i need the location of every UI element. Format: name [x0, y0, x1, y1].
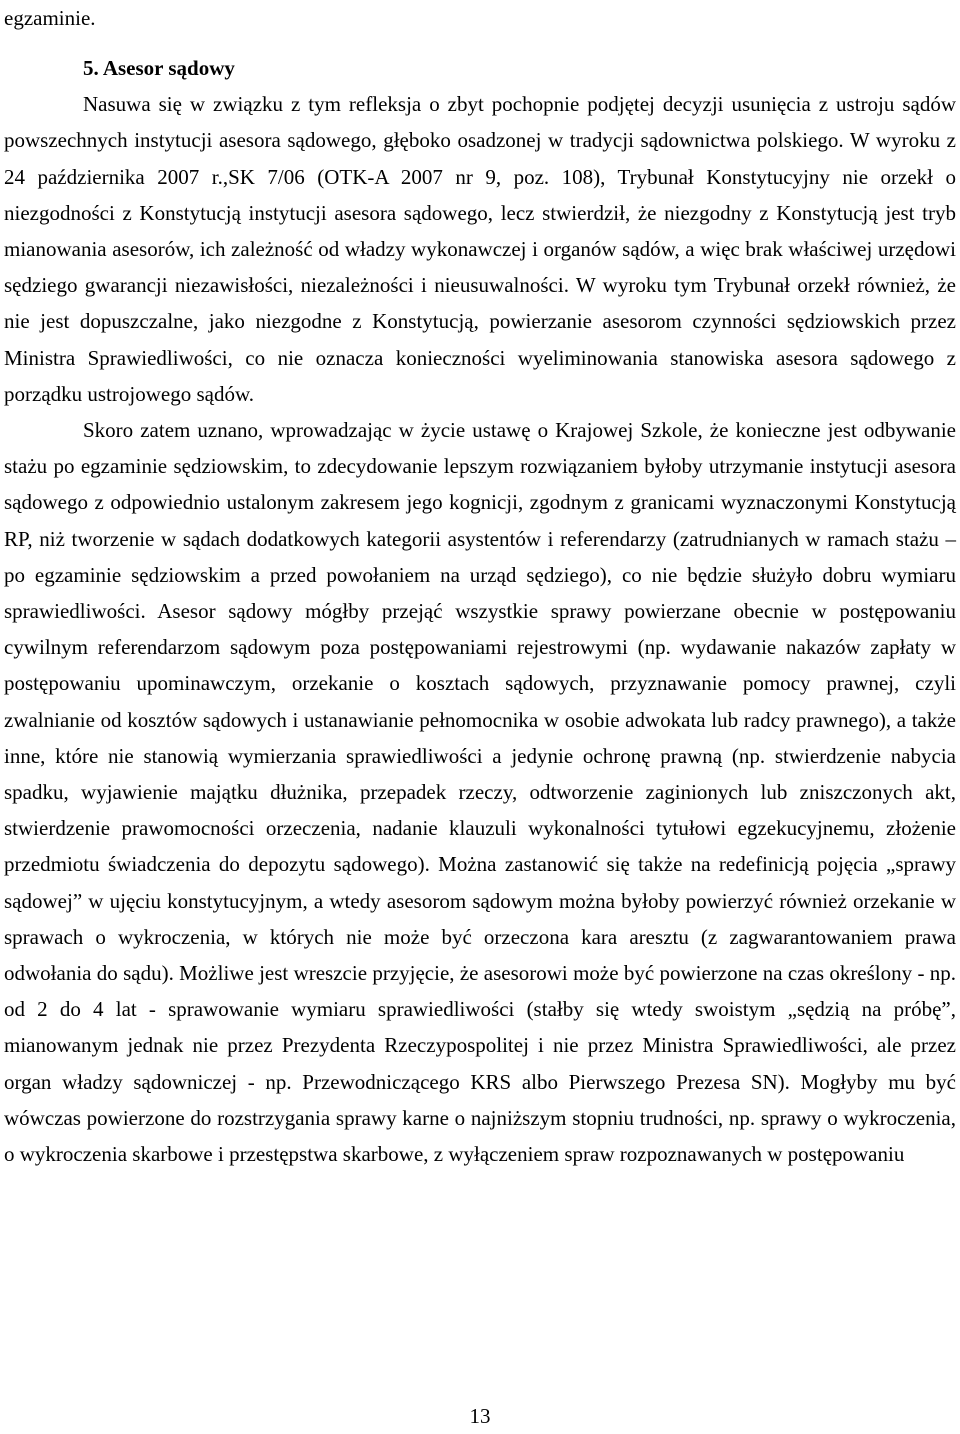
section-heading: 5. Asesor sądowy — [83, 56, 235, 80]
continuation-text: egzaminie. — [4, 6, 96, 30]
document-page — [4, 0, 956, 1428]
page-number: 13 — [469, 1404, 491, 1428]
paragraph-2: Skoro zatem uznano, wprowadzając w życie ustawę o Krajowej Szkole, że konieczne jest odbywanie stażu po egzaminie sędziowskim, to zdecydowanie lepszym rozwiązaniem byłoby utrzymanie instytucji asesora sądowego z odpowiednio ustalonym zakresem jego kognicji, zgodnym z granicami wyznaczonymi Konstytucją RP, niż tworzenie w sądach dodatkowych kategorii asystentów i referendarzy (zatrudnianych w ramach stażu – po egzaminie sędziowskim a przed powołaniem na urząd sędziego), co nie będzie służyło dobru wymiaru sprawiedliwości. Asesor sądowy mógłby przejąć wszystkie sprawy powierzane obecnie w postępowaniu cywilnym referendarzom sądowym poza postępowaniami rejestrowymi (np. wydawanie nakazów zapłaty w postępowaniu upominawczym, orzekanie o kosztach sądowych, przyznawanie pomocy prawnej, czyli zwalnianie od kosztów sądowych i ustanawianie pełnomocnika w osobie adwokata lub radcy prawnego), a także inne, które nie stanowią wymierzania sprawiedliwości a jedynie ochronę prawną (np. stwierdzenie nabycia spadku, wyjawienie majątku dłużnika, przepadek rzeczy, odtworzenie zaginionych lub zniszczonych akt, stwierdzenie prawomocności orzeczenia, nadanie klauzuli wykonalności tytułowi egzekucyjnemu, złożenie przedmiotu świadczenia do depozytu sądowego). Można zastanowić się także na redefinicją pojęcia „sprawy sądowej” w ujęciu konstytucyjnym, a wtedy asesorom sądowym można byłoby powierzyć również orzekanie w sprawach o wykroczenia, w których nie może być orzeczona kara aresztu (z zagwarantowaniem prawa odwołania do sądu). Możliwe jest wreszcie przyjęcie, że asesorowi może być powierzone na czas określony - np. od 2 do 4 lat - sprawowanie wymiaru sprawiedliwości (stałby się wtedy swoistym „sędzią na próbę”, mianowanym jednak nie przez Prezydenta Rzeczypospolitej i nie przez Ministra Sprawiedliwości, ale przez organ władzy sądowniczej - np. Przewodniczącego KRS albo Pierwszego Prezesa SN). Mogłyby mu być wówczas powierzone do rozstrzygania sprawy karne o najniższym stopniu trudności, np. sprawy o wykroczenia, o wykroczenia skarbowe i przestępstwa skarbowe, z wyłączeniem spraw rozpoznawanych w postępowaniu — [4, 418, 956, 1167]
document-body — [4, 50, 956, 1172]
paragraph-1: Nasuwa się w związku z tym refleksja o zbyt pochopnie podjętej decyzji usunięcia z ustroju sądów powszechnych instytucji asesora sądowego, głęboko osadzonej w tradycji sądownictwa polskiego. W wyroku z 24 października 2007 r.,SK 7/06 (OTK-A 2007 nr 9, poz. 108), Trybunał Konstytucyjny nie orzekł o niezgodności z Konstytucją instytucji asesora sądowego, lecz stwierdził, że niezgodny z Konstytucją jest tryb mianowania asesorów, ich zależność od władzy wykonawczej i organów sądów, a więc brak właściwej urzędowi sędziego gwarancji niezawisłości, niezależności i nieusuwalności. W wyroku tym Trybunał orzekł również, że nie jest dopuszczalne, jako niezgodne z Konstytucją, powierzanie asesorom czynności sędziowskich przez Ministra Sprawiedliwości, co nie oznacza konieczności wyeliminowania stanowiska asesora sądowego z porządku ustrojowego sądów. — [4, 92, 956, 406]
